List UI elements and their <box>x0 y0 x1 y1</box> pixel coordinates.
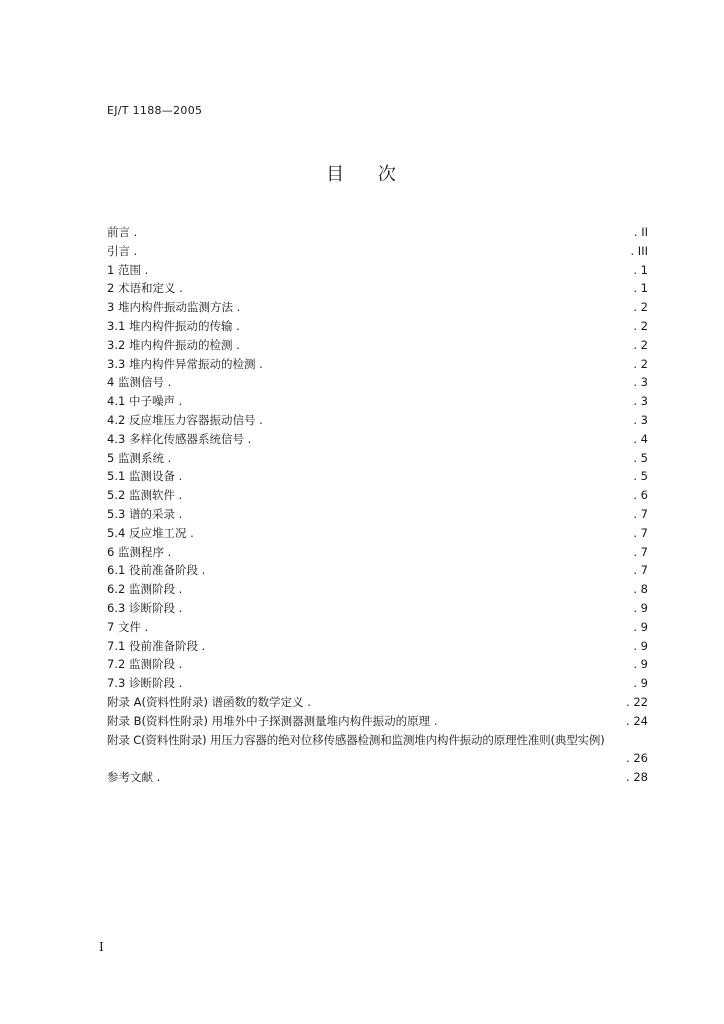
toc-entry[interactable] <box>107 279 648 298</box>
toc-entry-page: . 7 <box>633 506 648 521</box>
toc-entry-page: . 1 <box>633 281 648 296</box>
toc-entry-label: 3 堆内构件振动监测方法 . <box>107 300 241 315</box>
toc-entry[interactable] <box>107 261 648 280</box>
toc-entry-page: . 9 <box>633 657 648 672</box>
toc-entry-page: . 6 <box>633 488 648 503</box>
toc-entry[interactable] <box>107 655 648 674</box>
toc-entry-label: 3.2 堆内构件振动的检测 . <box>107 337 240 352</box>
toc-entry[interactable] <box>107 317 648 336</box>
toc-entry-label: 5.4 反应堆工况 . <box>107 525 194 540</box>
toc-entry-page: . 22 <box>626 694 648 709</box>
toc-entry[interactable] <box>107 505 648 524</box>
toc-entry[interactable] <box>107 599 648 618</box>
toc-entry[interactable] <box>107 618 648 637</box>
toc-entry[interactable] <box>107 731 648 750</box>
toc-entry[interactable] <box>107 580 648 599</box>
toc-entry-page: . 7 <box>633 563 648 578</box>
toc-entry-page: . 9 <box>633 638 648 653</box>
toc-entry-label: 7 文件 . <box>107 619 149 634</box>
toc-entry-label: 6.3 诊断阶段 . <box>107 600 183 615</box>
toc-entry-label: 6.2 监测阶段 . <box>107 582 183 597</box>
toc-entry-page: . 5 <box>633 469 648 484</box>
toc-entry[interactable] <box>107 768 648 787</box>
toc-entry-label: 5 监测系统 . <box>107 450 172 465</box>
toc-entry-label: 3.1 堆内构件振动的传输 . <box>107 318 240 333</box>
toc-entry-page: . 26 <box>626 751 648 766</box>
toc-entry[interactable] <box>107 637 648 656</box>
toc-entry-label: 2 术语和定义 . <box>107 281 183 296</box>
toc-entry-page: . 7 <box>633 525 648 540</box>
toc-entry[interactable] <box>107 693 648 712</box>
toc-entry-label: 4.2 反应堆压力容器振动信号 . <box>107 412 263 427</box>
toc-entry-page: . 28 <box>626 770 648 785</box>
toc-entry-label: 6.1 役前准备阶段 . <box>107 563 206 578</box>
toc-entry[interactable] <box>107 561 648 580</box>
toc-entry-page: . 7 <box>633 544 648 559</box>
toc-entry[interactable] <box>107 355 648 374</box>
toc-entry-page: . 2 <box>633 318 648 333</box>
toc-entry-page: . 24 <box>626 713 648 728</box>
toc-entry-label: 5.3 谱的采录 . <box>107 506 183 521</box>
toc-entry[interactable] <box>107 298 648 317</box>
toc-entry-label: 6 监测程序 . <box>107 544 172 559</box>
toc-entry-label: 7.2 监测阶段 . <box>107 657 183 672</box>
toc-entry[interactable] <box>107 467 648 486</box>
toc-entry[interactable] <box>107 392 648 411</box>
toc-entry[interactable] <box>107 373 648 392</box>
toc-entry-page: . 3 <box>633 394 648 409</box>
toc-entry[interactable] <box>107 486 648 505</box>
page-number: I <box>99 940 104 954</box>
toc-entry-page: . 1 <box>633 262 648 277</box>
toc-entry[interactable] <box>107 712 648 731</box>
page-title: 目 次 <box>326 164 410 185</box>
toc-entry[interactable] <box>107 336 648 355</box>
toc-entry-page: . 4 <box>633 431 648 446</box>
toc-entry[interactable] <box>107 430 648 449</box>
toc-entry[interactable] <box>107 242 648 261</box>
toc-entry[interactable] <box>107 223 648 242</box>
toc-entry-page: . 2 <box>633 337 648 352</box>
toc-entry-label: 4.1 中子噪声 . <box>107 394 183 409</box>
toc-entry-page: . 9 <box>633 600 648 615</box>
toc-entry-label: 参考文献 . <box>107 770 161 785</box>
toc-entry[interactable] <box>107 411 648 430</box>
toc-entry[interactable] <box>107 524 648 543</box>
toc-entry[interactable] <box>107 543 648 562</box>
toc-entry-label: 附录 A(资料性附录) 谱函数的数学定义 . <box>107 694 311 709</box>
toc-entry-label: 1 范围 . <box>107 262 149 277</box>
toc-entry[interactable] <box>107 674 648 693</box>
toc-entry-page: . 2 <box>633 356 648 371</box>
toc-entry-page: . 3 <box>633 412 648 427</box>
table-of-contents <box>107 223 648 787</box>
toc-entry-continuation[interactable] <box>107 749 648 768</box>
toc-entry-label: 7.3 诊断阶段 . <box>107 676 183 691</box>
toc-entry-page: . III <box>630 243 648 258</box>
toc-entry-label: 附录 C(资料性附录) 用压力容器的绝对位移传感器检测和监测堆内构件振动的原理性准则(典型实例) <box>107 732 605 747</box>
toc-entry[interactable] <box>107 449 648 468</box>
toc-entry-page: . II <box>633 225 648 239</box>
toc-entry-page: . 9 <box>633 676 648 691</box>
toc-entry-label: 7.1 役前准备阶段 . <box>107 638 206 653</box>
toc-entry-page: . 8 <box>633 582 648 597</box>
toc-entry-label: 4.3 多样化传感器系统信号 . <box>107 431 252 446</box>
toc-entry-label: 附录 B(资料性附录) 用堆外中子探测器测量堆内构件振动的原理 . <box>107 713 438 728</box>
toc-entry-label: 5.1 监测设备 . <box>107 469 183 484</box>
toc-entry-page: . 9 <box>633 619 648 634</box>
toc-entry-label: 5.2 监测软件 . <box>107 488 183 503</box>
toc-entry-page: . 2 <box>633 300 648 315</box>
toc-entry-page: . 5 <box>633 450 648 465</box>
document-code: EJ/T 1188—2005 <box>107 104 203 117</box>
toc-entry-label: 前言 . <box>107 225 138 239</box>
toc-entry-label: 3.3 堆内构件异常振动的检测 . <box>107 356 263 371</box>
toc-entry-label: 引言 . <box>107 243 138 258</box>
toc-entry-label: 4 监测信号 . <box>107 375 172 390</box>
toc-entry-page: . 3 <box>633 375 648 390</box>
